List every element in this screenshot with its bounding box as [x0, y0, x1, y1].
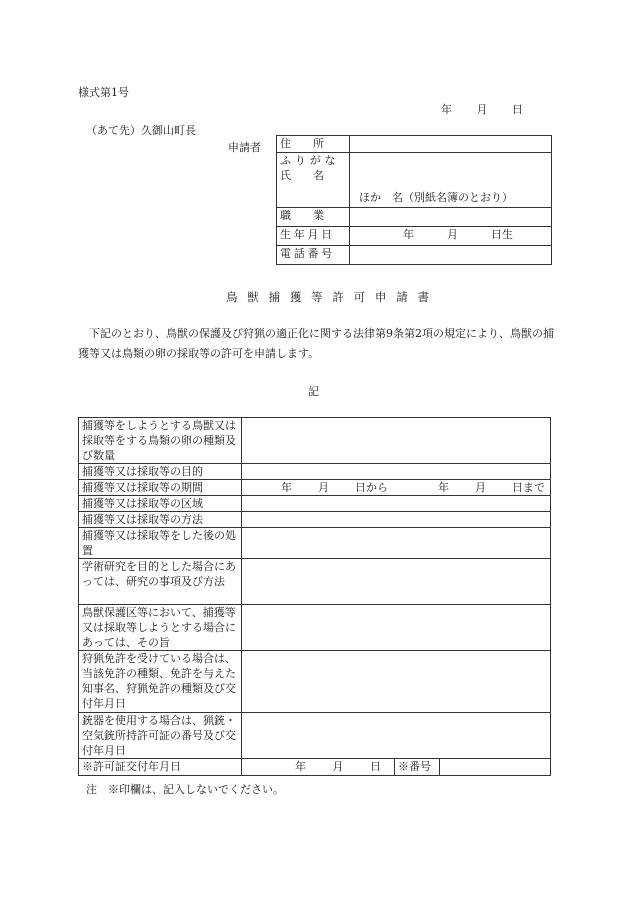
- detail-label: 捕獲等又は採取等の方法: [79, 512, 242, 528]
- date-day: 日: [512, 103, 523, 116]
- period-start-month: 月: [318, 481, 329, 494]
- period-end-month: 月: [475, 481, 486, 494]
- occupation-label: 職 業: [277, 208, 350, 227]
- birth-year: 年: [403, 228, 414, 241]
- address-label: 住 所: [277, 136, 350, 153]
- form-number: 様式第1号: [78, 86, 129, 99]
- period-end-year: 年: [438, 481, 449, 494]
- birth-month: 月: [447, 228, 458, 241]
- ki-heading: 記: [308, 385, 319, 398]
- permit-date-value[interactable]: [242, 759, 395, 776]
- detail-label: 捕獲等又は採取等の区域: [79, 496, 242, 512]
- name-label: 氏 名: [280, 169, 324, 182]
- detail-value[interactable]: [242, 464, 551, 480]
- detail-value[interactable]: [242, 418, 551, 464]
- permit-number-label: ※番号: [395, 759, 440, 776]
- birthdate-value[interactable]: [350, 227, 552, 246]
- occupation-value[interactable]: [350, 208, 552, 227]
- permit-number-value[interactable]: [440, 759, 551, 776]
- period-value[interactable]: [242, 480, 551, 496]
- detail-label: 捕獲等又は採取等の目的: [79, 464, 242, 480]
- period-start-day: 日から: [355, 481, 388, 494]
- detail-label: 学術研究を目的とした場合にあっては、研究の事項及び方法: [79, 559, 242, 605]
- detail-value[interactable]: [242, 496, 551, 512]
- detail-value[interactable]: [242, 605, 551, 651]
- name-label-cell: [277, 153, 350, 208]
- detail-label: 鳥獣保護区等において、捕獲等又は採取等しようとする場合にあっては、その旨: [79, 605, 242, 651]
- permit-day: 日: [370, 760, 381, 773]
- permit-month: 月: [332, 760, 344, 773]
- phone-label: 電話番号: [277, 246, 350, 265]
- detail-value[interactable]: [242, 651, 551, 713]
- detail-label: 狩猟免許を受けている場合は、当該免許の種類、免許を与えた知事名、狩猟免許の種類及び交付年月日: [79, 651, 242, 713]
- detail-table: [78, 417, 551, 776]
- detail-value[interactable]: [242, 528, 551, 559]
- period-end-day: 日まで: [512, 481, 545, 494]
- applicant-label: 申請者: [228, 141, 261, 154]
- detail-label: 捕獲等又は採取等の期間: [79, 480, 242, 496]
- name-value[interactable]: [350, 153, 552, 208]
- permit-date-label: ※許可証交付年月日: [79, 759, 242, 776]
- period-start-year: 年: [281, 481, 292, 494]
- permit-year: 年: [295, 760, 306, 773]
- phone-value[interactable]: [350, 246, 552, 265]
- body-paragraph: 下記のとおり、鳥獣の保護及び狩猟の適正化に関する法律第9条第2項の規定により、鳥獣の捕獲等又は鳥類の卵の採取等の許可を申請します。: [78, 327, 554, 360]
- birth-day: 日生: [491, 228, 513, 241]
- birthdate-label: 生年月日: [277, 227, 350, 246]
- date-month: 月: [476, 103, 488, 116]
- addressee: （あて先）久御山町長: [86, 124, 196, 137]
- furigana-label: ふりがな: [280, 154, 340, 167]
- detail-value[interactable]: [242, 559, 551, 605]
- detail-value[interactable]: [242, 512, 551, 528]
- applicant-table: [276, 135, 552, 265]
- date-year: 年: [441, 103, 452, 116]
- detail-label: 捕獲等をしようとする鳥獣又は採取等をする鳥類の卵の種類及び数量: [79, 418, 242, 464]
- detail-value[interactable]: [242, 713, 551, 759]
- document-title: 鳥獣捕獲等許可申請書: [226, 290, 439, 304]
- footnote: 注 ※印欄は、記入しないでください。: [86, 783, 284, 796]
- detail-label: 銃器を使用する場合は、猟銃・空気銃所持許可証の番号及び交付年月日: [79, 713, 242, 759]
- address-value[interactable]: [350, 136, 552, 153]
- name-note: ほか 名（別紙名簿のとおり）: [359, 191, 513, 204]
- detail-label: 捕獲等又は採取等をした後の処置: [79, 528, 242, 559]
- date-line: [441, 101, 523, 117]
